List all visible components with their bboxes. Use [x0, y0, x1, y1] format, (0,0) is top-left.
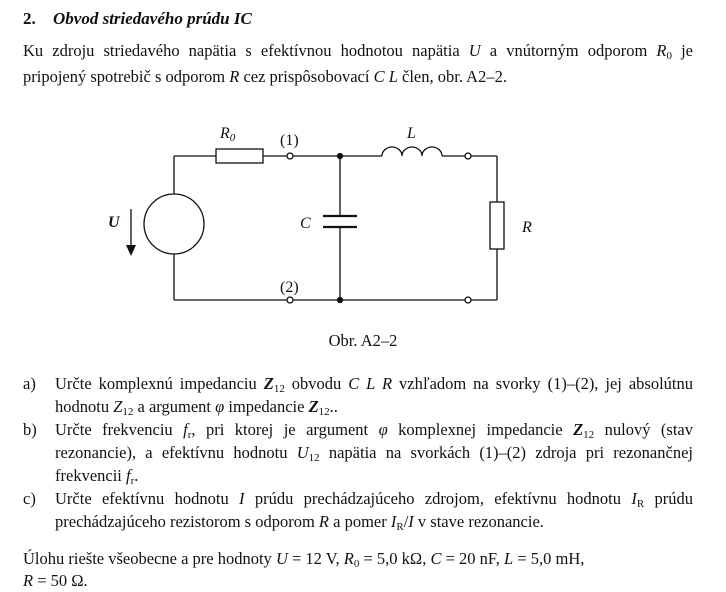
- intro-text: je pripojený spotrebič s odporom: [23, 41, 693, 86]
- intro-text: člen, obr. A2–2.: [397, 67, 507, 86]
- task-text: Určte efektívnu hodnotu I prúdu prechádzajúceho zdrojom, efektívnu hodnotu $I_R$ prúdu prechádzajúceho rezistorom s odporom R a pomer $I_R/I$ v stave rezonancie.: [55, 489, 693, 533]
- intro-text: Ku zdroju striedavého napätia s efektívnou hodnotou napätia: [23, 41, 469, 60]
- intro-text: cez prispôsobovací: [239, 67, 374, 86]
- values-paragraph: Úlohu riešte všeobecne a pre hodnoty U = 12 V, $R_0 = 5,0$ kΩ, C = 20 nF, L = 5,0 mH, R = 50 Ω.: [23, 549, 585, 590]
- symbol-R: R: [229, 67, 240, 86]
- symbol-R0: R: [656, 41, 667, 60]
- label-U: U: [108, 214, 120, 231]
- label-R: R: [522, 219, 532, 236]
- task-list: [23, 372, 693, 533]
- problem-heading: [23, 9, 252, 29]
- task-text: Určte frekvenciu $f_r$, pri ktorej je argument φ komplexnej impedancie $Z_{12}$ nulový (stav rezonancie), a efektívnu hodnotu $U_{12}$ napätia na svorkách (1)–(2) zdroja pri rezonančnej frekvencii $f_r$.: [55, 420, 693, 487]
- problem-number: 2.: [23, 9, 36, 28]
- figure-caption: Obr. A2–2: [328, 331, 398, 350]
- label-L: L: [407, 125, 416, 142]
- label-node-1: (1): [280, 132, 299, 149]
- junction-dot: [338, 298, 343, 303]
- junction-dot: [338, 154, 343, 159]
- task-b: [23, 418, 693, 487]
- terminal-2: [287, 297, 293, 303]
- resistor-R0: [216, 149, 263, 163]
- label-node-2: (2): [280, 279, 299, 296]
- circuit-diagram: [0, 110, 726, 315]
- label-R0: R0: [220, 125, 236, 144]
- terminal: [465, 153, 471, 159]
- inductor-L: [382, 147, 442, 156]
- task-label: b): [23, 420, 37, 439]
- symbol-CL: C L: [373, 67, 398, 86]
- subscript: 0: [666, 50, 672, 62]
- symbol-U: U: [468, 41, 481, 60]
- label-C: C: [300, 215, 311, 232]
- task-a: [23, 372, 693, 418]
- terminal: [465, 297, 471, 303]
- task-label: c): [23, 489, 36, 508]
- intro-paragraph: [23, 38, 693, 90]
- voltage-source: [144, 194, 204, 254]
- task-text: Určte komplexnú impedanciu $Z_{12}$ obvodu C L R vzhľadom na svorky (1)–(2), jej absolútnu hodnotu $Z_{12}$ a argument φ impedancie $Z_{12}$..: [55, 374, 693, 418]
- problem-title: Obvod striedavého prúdu IC: [53, 9, 252, 28]
- intro-text: a vnútorným odporom: [480, 41, 657, 60]
- task-label: a): [23, 374, 36, 393]
- task-c: [23, 487, 693, 533]
- resistor-R: [490, 202, 504, 249]
- voltage-arrow-head: [126, 245, 136, 256]
- terminal-1: [287, 153, 293, 159]
